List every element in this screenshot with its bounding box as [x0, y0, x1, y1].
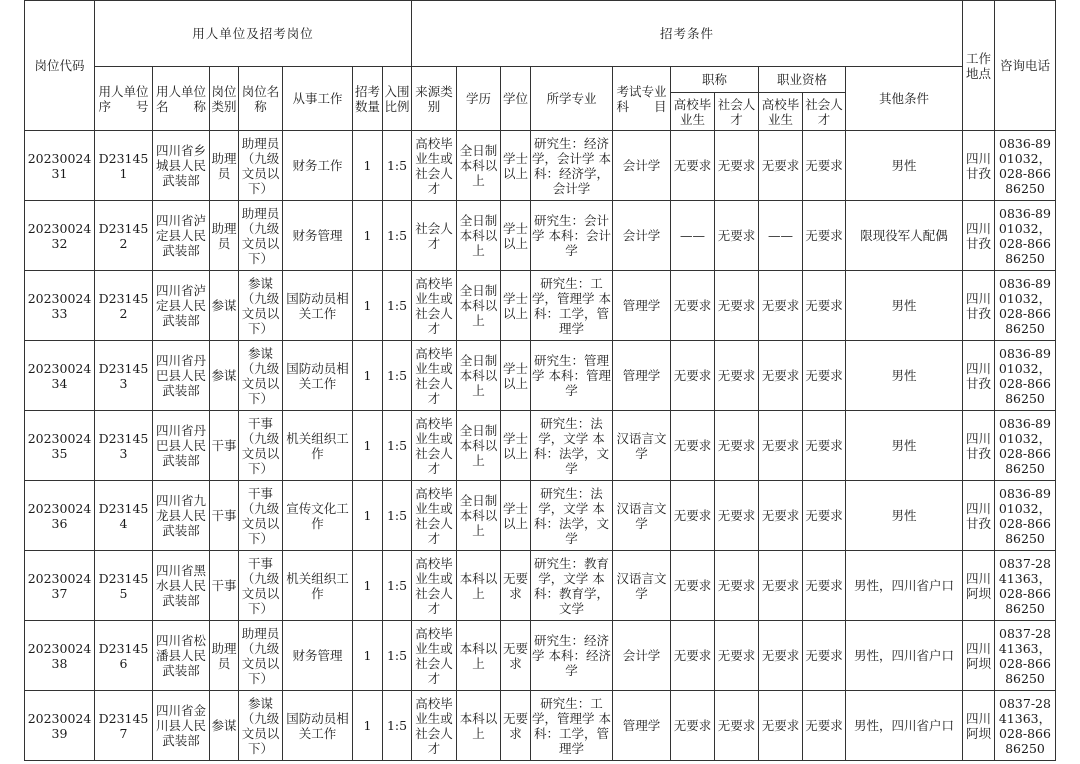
post-type-cell: 助理员: [210, 201, 239, 271]
unit-name-cell: 四川省松潘县人民武装部: [153, 621, 210, 691]
source-cell: 高校毕业生或社会人才: [412, 691, 457, 761]
major-cell: 研究生：工学，管理学 本科：工学，管理学: [531, 271, 613, 341]
ratio-cell: 1:5: [383, 341, 412, 411]
ratio-cell: 1:5: [383, 621, 412, 691]
table-row: [25, 131, 1056, 201]
header-post-name: 岗位名称: [239, 67, 283, 131]
phone-cell: 0837-2841363，028-86686250: [995, 551, 1056, 621]
degree-cell: 学士以上: [501, 411, 531, 481]
unit-seq-cell: D231452: [95, 201, 153, 271]
post-type-cell: 干事: [210, 551, 239, 621]
title-grad-cell: 无要求: [671, 131, 715, 201]
header-job: 从事工作: [283, 67, 353, 131]
title-social-cell: 无要求: [715, 411, 759, 481]
title-social-cell: 无要求: [715, 131, 759, 201]
code-cell: 2023002433: [25, 271, 95, 341]
post-name-cell: 助理员（九级文员以下）: [239, 131, 283, 201]
table-row: [25, 201, 1056, 271]
source-cell: 高校毕业生或社会人才: [412, 481, 457, 551]
code-cell: 2023002431: [25, 131, 95, 201]
source-cell: 高校毕业生或社会人才: [412, 341, 457, 411]
header-ratio: 入围比例: [383, 67, 412, 131]
job-cell: 国防动员相关工作: [283, 271, 353, 341]
exam-cell: 会计学: [613, 201, 671, 271]
education-cell: 全日制本科以上: [457, 341, 501, 411]
recruitment-table: [24, 0, 1056, 761]
title-social-cell: 无要求: [715, 341, 759, 411]
work-place-cell: 四川阿坝: [963, 691, 995, 761]
table-row: [25, 551, 1056, 621]
education-cell: 全日制本科以上: [457, 481, 501, 551]
post-name-cell: 参谋（九级文员以下）: [239, 341, 283, 411]
header-qualification-group: 职业资格: [759, 67, 846, 93]
title-grad-cell: 无要求: [671, 621, 715, 691]
phone-cell: 0836-8901032，028-86686250: [995, 411, 1056, 481]
unit-seq-cell: D231452: [95, 271, 153, 341]
qual-grad-cell: 无要求: [759, 131, 803, 201]
table-row: [25, 411, 1056, 481]
post-name-cell: 干事（九级文员以下）: [239, 551, 283, 621]
degree-cell: 学士以上: [501, 201, 531, 271]
job-cell: 机关组织工作: [283, 551, 353, 621]
count-cell: 1: [353, 691, 383, 761]
education-cell: 本科以上: [457, 621, 501, 691]
qual-grad-cell: 无要求: [759, 411, 803, 481]
exam-cell: 会计学: [613, 621, 671, 691]
phone-cell: 0836-8901032，028-86686250: [995, 341, 1056, 411]
work-place-cell: 四川阿坝: [963, 621, 995, 691]
unit-name-cell: 四川省九龙县人民武装部: [153, 481, 210, 551]
header-other: 其他条件: [846, 67, 963, 131]
major-cell: 研究生：会计学 本科：会计学: [531, 201, 613, 271]
work-place-cell: 四川甘孜: [963, 341, 995, 411]
title-social-cell: 无要求: [715, 271, 759, 341]
qual-social-cell: 无要求: [803, 691, 846, 761]
work-place-cell: 四川甘孜: [963, 411, 995, 481]
table-row: [25, 621, 1056, 691]
ratio-cell: 1:5: [383, 481, 412, 551]
count-cell: 1: [353, 271, 383, 341]
header-post-type: 岗位类别: [210, 67, 239, 131]
phone-cell: 0837-2841363，028-86686250: [995, 691, 1056, 761]
table-body: [25, 131, 1056, 761]
header-major: 所学专业: [531, 67, 613, 131]
count-cell: 1: [353, 131, 383, 201]
header-qual-social: 社会人才: [803, 93, 846, 131]
count-cell: 1: [353, 411, 383, 481]
unit-name-cell: 四川省泸定县人民武装部: [153, 201, 210, 271]
major-cell: 研究生：教育学，文学 本科：教育学，文学: [531, 551, 613, 621]
education-cell: 本科以上: [457, 551, 501, 621]
table-row: [25, 341, 1056, 411]
title-social-cell: 无要求: [715, 551, 759, 621]
post-type-cell: 参谋: [210, 691, 239, 761]
header-title-grad: 高校毕业生: [671, 93, 715, 131]
unit-seq-cell: D231453: [95, 411, 153, 481]
code-cell: 2023002435: [25, 411, 95, 481]
job-cell: 财务工作: [283, 131, 353, 201]
qual-social-cell: 无要求: [803, 271, 846, 341]
education-cell: 全日制本科以上: [457, 271, 501, 341]
qual-grad-cell: 无要求: [759, 551, 803, 621]
post-type-cell: 助理员: [210, 131, 239, 201]
title-grad-cell: ——: [671, 201, 715, 271]
count-cell: 1: [353, 481, 383, 551]
major-cell: 研究生：经济学 本科：经济学: [531, 621, 613, 691]
count-cell: 1: [353, 341, 383, 411]
ratio-cell: 1:5: [383, 201, 412, 271]
post-name-cell: 助理员（九级文员以下）: [239, 201, 283, 271]
post-type-cell: 干事: [210, 481, 239, 551]
ratio-cell: 1:5: [383, 271, 412, 341]
degree-cell: 学士以上: [501, 271, 531, 341]
qual-grad-cell: ——: [759, 201, 803, 271]
source-cell: 社会人才: [412, 201, 457, 271]
qual-social-cell: 无要求: [803, 341, 846, 411]
work-place-cell: 四川阿坝: [963, 551, 995, 621]
title-grad-cell: 无要求: [671, 411, 715, 481]
title-social-cell: 无要求: [715, 201, 759, 271]
qual-grad-cell: 无要求: [759, 691, 803, 761]
unit-name-cell: 四川省黑水县人民武装部: [153, 551, 210, 621]
phone-cell: 0836-8901032，028-86686250: [995, 271, 1056, 341]
title-grad-cell: 无要求: [671, 691, 715, 761]
source-cell: 高校毕业生或社会人才: [412, 271, 457, 341]
degree-cell: 学士以上: [501, 131, 531, 201]
phone-cell: 0836-8901032，028-86686250: [995, 201, 1056, 271]
qual-grad-cell: 无要求: [759, 341, 803, 411]
unit-seq-cell: D231454: [95, 481, 153, 551]
ratio-cell: 1:5: [383, 411, 412, 481]
unit-seq-cell: D231451: [95, 131, 153, 201]
other-cell: 男性，四川省户口: [846, 621, 963, 691]
header-unit-group: 用人单位及招考岗位: [95, 1, 412, 67]
title-grad-cell: 无要求: [671, 481, 715, 551]
title-grad-cell: 无要求: [671, 551, 715, 621]
work-place-cell: 四川甘孜: [963, 201, 995, 271]
degree-cell: 学士以上: [501, 481, 531, 551]
header-unit-seq: 用人单位序 号: [95, 67, 153, 131]
code-cell: 2023002437: [25, 551, 95, 621]
qual-social-cell: 无要求: [803, 131, 846, 201]
unit-name-cell: 四川省金川县人民武装部: [153, 691, 210, 761]
ratio-cell: 1:5: [383, 691, 412, 761]
source-cell: 高校毕业生或社会人才: [412, 411, 457, 481]
phone-cell: 0836-8901032，028-86686250: [995, 131, 1056, 201]
code-cell: 2023002432: [25, 201, 95, 271]
header-unit-name: 用人单位名 称: [153, 67, 210, 131]
code-cell: 2023002434: [25, 341, 95, 411]
count-cell: 1: [353, 621, 383, 691]
source-cell: 高校毕业生或社会人才: [412, 551, 457, 621]
header-exam: 考试专业科 目: [613, 67, 671, 131]
post-name-cell: 干事（九级文员以下）: [239, 481, 283, 551]
phone-cell: 0836-8901032，028-86686250: [995, 481, 1056, 551]
degree-cell: 无要求: [501, 691, 531, 761]
source-cell: 高校毕业生或社会人才: [412, 621, 457, 691]
header-education: 学历: [457, 67, 501, 131]
unit-name-cell: 四川省丹巴县人民武装部: [153, 411, 210, 481]
unit-name-cell: 四川省丹巴县人民武装部: [153, 341, 210, 411]
post-type-cell: 助理员: [210, 621, 239, 691]
code-cell: 2023002436: [25, 481, 95, 551]
count-cell: 1: [353, 201, 383, 271]
exam-cell: 会计学: [613, 131, 671, 201]
code-cell: 2023002438: [25, 621, 95, 691]
work-place-cell: 四川甘孜: [963, 131, 995, 201]
major-cell: 研究生：经济学，会计学 本科：经济学，会计学: [531, 131, 613, 201]
qual-social-cell: 无要求: [803, 481, 846, 551]
unit-seq-cell: D231455: [95, 551, 153, 621]
table-row: [25, 481, 1056, 551]
header-count: 招考数量: [353, 67, 383, 131]
other-cell: 限现役军人配偶: [846, 201, 963, 271]
header-conditions-group: 招考条件: [412, 1, 963, 67]
source-cell: 高校毕业生或社会人才: [412, 131, 457, 201]
job-cell: 国防动员相关工作: [283, 691, 353, 761]
qual-grad-cell: 无要求: [759, 481, 803, 551]
table-row: [25, 691, 1056, 761]
exam-cell: 汉语言文学: [613, 481, 671, 551]
major-cell: 研究生：法学，文学 本科：法学，文学: [531, 411, 613, 481]
header-degree: 学位: [501, 67, 531, 131]
post-type-cell: 参谋: [210, 271, 239, 341]
exam-cell: 管理学: [613, 691, 671, 761]
qual-social-cell: 无要求: [803, 621, 846, 691]
job-cell: 机关组织工作: [283, 411, 353, 481]
title-grad-cell: 无要求: [671, 271, 715, 341]
header-qual-grad: 高校毕业生: [759, 93, 803, 131]
header-phone: 咨询电话: [995, 1, 1056, 131]
qual-social-cell: 无要求: [803, 551, 846, 621]
major-cell: 研究生：工学，管理学 本科：工学，管理学: [531, 691, 613, 761]
major-cell: 研究生：法学，文学 本科：法学，文学: [531, 481, 613, 551]
post-name-cell: 助理员（九级文员以下）: [239, 621, 283, 691]
code-cell: 2023002439: [25, 691, 95, 761]
title-grad-cell: 无要求: [671, 341, 715, 411]
qual-social-cell: 无要求: [803, 201, 846, 271]
count-cell: 1: [353, 551, 383, 621]
education-cell: 全日制本科以上: [457, 131, 501, 201]
post-name-cell: 干事（九级文员以下）: [239, 411, 283, 481]
ratio-cell: 1:5: [383, 131, 412, 201]
qual-grad-cell: 无要求: [759, 271, 803, 341]
degree-cell: 学士以上: [501, 341, 531, 411]
unit-name-cell: 四川省泸定县人民武装部: [153, 271, 210, 341]
education-cell: 全日制本科以上: [457, 201, 501, 271]
other-cell: 男性: [846, 271, 963, 341]
header-post-code: 岗位代码: [25, 1, 95, 131]
other-cell: 男性，四川省户口: [846, 691, 963, 761]
unit-seq-cell: D231456: [95, 621, 153, 691]
degree-cell: 无要求: [501, 551, 531, 621]
unit-seq-cell: D231457: [95, 691, 153, 761]
unit-name-cell: 四川省乡城县人民武装部: [153, 131, 210, 201]
post-name-cell: 参谋（九级文员以下）: [239, 271, 283, 341]
qual-grad-cell: 无要求: [759, 621, 803, 691]
title-social-cell: 无要求: [715, 691, 759, 761]
header-title-social: 社会人才: [715, 93, 759, 131]
degree-cell: 无要求: [501, 621, 531, 691]
header-work-place: 工作地点: [963, 1, 995, 131]
other-cell: 男性: [846, 341, 963, 411]
education-cell: 全日制本科以上: [457, 411, 501, 481]
major-cell: 研究生：管理学 本科：管理学: [531, 341, 613, 411]
job-cell: 国防动员相关工作: [283, 341, 353, 411]
table-row: [25, 271, 1056, 341]
other-cell: 男性: [846, 131, 963, 201]
work-place-cell: 四川甘孜: [963, 481, 995, 551]
post-name-cell: 参谋（九级文员以下）: [239, 691, 283, 761]
unit-seq-cell: D231453: [95, 341, 153, 411]
exam-cell: 汉语言文学: [613, 551, 671, 621]
job-cell: 财务管理: [283, 201, 353, 271]
job-cell: 宣传文化工作: [283, 481, 353, 551]
job-cell: 财务管理: [283, 621, 353, 691]
exam-cell: 管理学: [613, 341, 671, 411]
title-social-cell: 无要求: [715, 621, 759, 691]
other-cell: 男性，四川省户口: [846, 551, 963, 621]
title-social-cell: 无要求: [715, 481, 759, 551]
work-place-cell: 四川甘孜: [963, 271, 995, 341]
other-cell: 男性: [846, 411, 963, 481]
qual-social-cell: 无要求: [803, 411, 846, 481]
ratio-cell: 1:5: [383, 551, 412, 621]
education-cell: 本科以上: [457, 691, 501, 761]
header-title-group: 职称: [671, 67, 759, 93]
phone-cell: 0837-2841363，028-86686250: [995, 621, 1056, 691]
post-type-cell: 参谋: [210, 341, 239, 411]
post-type-cell: 干事: [210, 411, 239, 481]
header-source: 来源类别: [412, 67, 457, 131]
other-cell: 男性: [846, 481, 963, 551]
exam-cell: 管理学: [613, 271, 671, 341]
exam-cell: 汉语言文学: [613, 411, 671, 481]
